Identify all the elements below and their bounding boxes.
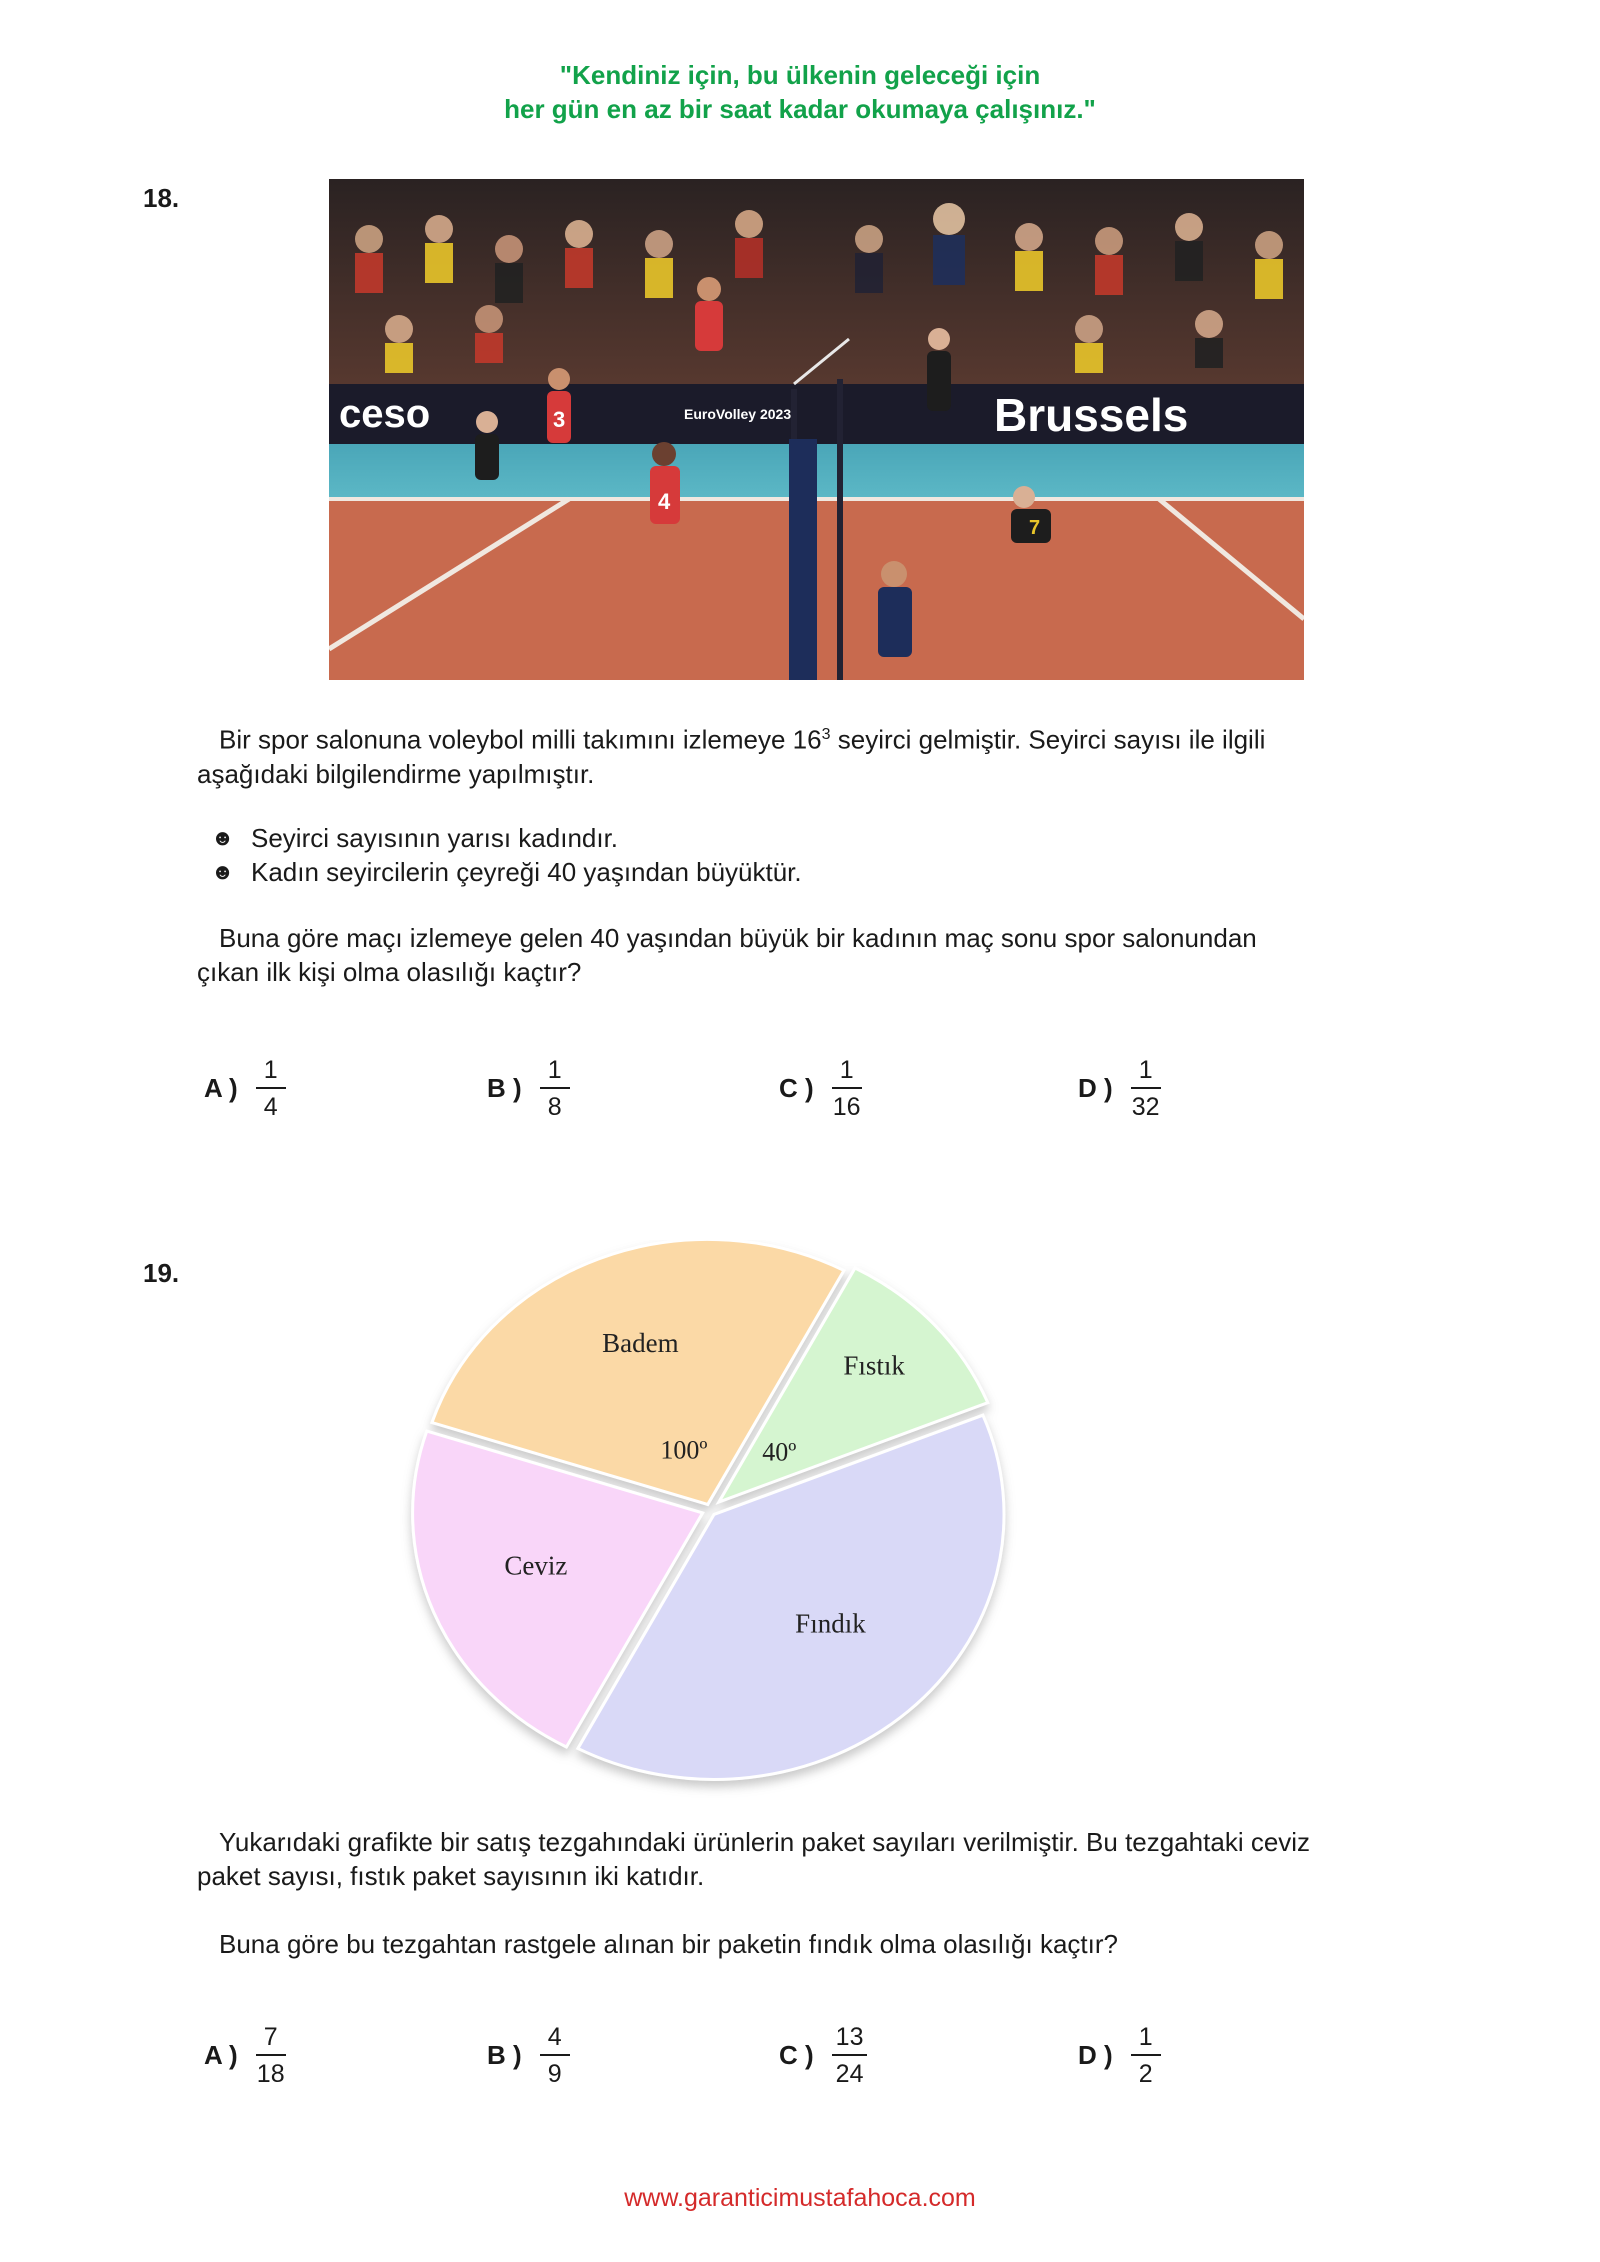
banner-brussels-text: Brussels	[994, 389, 1189, 441]
q19-question-text: Buna göre bu tezgahtan rastgele alınan bir paketin fındık olma olasılığı kaçtır?	[219, 1929, 1118, 1959]
q18-bullet-1	[211, 821, 618, 855]
banner-ceso-text: ceso	[339, 392, 431, 436]
q18-question-line-1	[197, 921, 1397, 955]
fraction-denominator: 2	[1138, 2060, 1153, 2088]
jersey-number-3: 3	[553, 407, 566, 432]
q18-question	[197, 921, 1397, 989]
q18-intro-text-a: Bir spor salonuna voleybol milli takımını izlemeye 16	[219, 724, 822, 755]
option-letter: B )	[487, 2040, 522, 2070]
fraction-numerator: 7	[256, 2022, 286, 2056]
q18-intro-line-2: aşağıdaki bilgilendirme yapılmıştır.	[197, 758, 595, 789]
question-18-number: 18.	[143, 183, 180, 213]
q18-option-b[interactable]	[487, 1055, 570, 1122]
option-letter: C )	[779, 2040, 814, 2070]
option-letter: A )	[204, 1073, 238, 1103]
option-letter: A )	[204, 2040, 238, 2070]
motto-line-1: "Kendiniz için, bu ülkenin geleceği için	[559, 60, 1041, 90]
q19-question	[197, 1927, 1397, 1961]
q19-question-line-1	[197, 1927, 1397, 1961]
fraction-numerator: 4	[540, 2022, 570, 2056]
pie-label-ceviz: Ceviz	[504, 1550, 568, 1581]
option-letter: D )	[1078, 2040, 1113, 2070]
jersey-number-4: 4	[658, 489, 671, 514]
pie-chart	[395, 1240, 1035, 1800]
q18-question-text-a: Buna göre maçı izlemeye gelen 40 yaşından büyük bir kadının maç sonu spor salonundan	[219, 923, 1257, 953]
q19-text-a: Yukarıdaki grafikte bir satış tezgahındaki ürünlerin paket sayıları verilmiştir. Bu tezgahtaki ceviz	[219, 1827, 1311, 1857]
q19-text-line-1	[197, 1825, 1397, 1859]
smiley-icon: ☻	[211, 859, 235, 884]
pie-label-badem: Badem	[602, 1328, 679, 1359]
q18-exponent: 3	[821, 726, 831, 743]
pie-angle-label: 40º	[762, 1437, 797, 1467]
option-fraction	[1131, 2022, 1161, 2089]
q19-option-c[interactable]	[779, 2022, 867, 2089]
q18-bullet-2	[211, 855, 802, 889]
footer-website-link[interactable]: www.garanticimustafahoca.com	[624, 2184, 976, 2212]
fraction-numerator: 1	[1131, 2022, 1161, 2056]
q18-intro	[197, 718, 1397, 791]
volleyball-photo	[329, 179, 1304, 680]
option-fraction	[832, 1055, 862, 1122]
q18-intro-text-b: seyirci gelmiştir. Seyirci sayısı ile ilgili	[830, 724, 1266, 755]
fraction-numerator: 1	[1131, 1055, 1161, 1089]
option-letter: D )	[1078, 1073, 1113, 1103]
fraction-denominator: 4	[263, 1093, 278, 1121]
fraction-denominator: 16	[832, 1093, 861, 1121]
option-fraction	[540, 1055, 570, 1122]
fraction-denominator: 32	[1131, 1093, 1160, 1121]
motto-header	[0, 58, 1600, 126]
q18-question-line-2: çıkan ilk kişi olma olasılığı kaçtır?	[197, 957, 582, 987]
fraction-numerator: 13	[832, 2022, 868, 2056]
fraction-numerator: 1	[540, 1055, 570, 1089]
fraction-denominator: 24	[835, 2060, 864, 2088]
fraction-numerator: 1	[832, 1055, 862, 1089]
q19-option-b[interactable]	[487, 2022, 570, 2089]
q18-bullet-1-text: Seyirci sayısının yarısı kadındır.	[251, 823, 619, 853]
option-fraction	[540, 2022, 570, 2089]
q18-bullet-2-text: Kadın seyircilerin çeyreği 40 yaşından büyüktür.	[251, 857, 802, 887]
option-letter: C )	[779, 1073, 814, 1103]
fraction-denominator: 8	[547, 1093, 562, 1121]
fraction-denominator: 9	[547, 2060, 562, 2088]
option-fraction	[832, 2022, 868, 2089]
pie-label-fındık: Fındık	[795, 1608, 866, 1639]
q19-option-a[interactable]	[204, 2022, 286, 2089]
option-fraction	[256, 1055, 286, 1122]
pie-angle-label: 100º	[660, 1435, 708, 1465]
banner-eurovolley-text: EuroVolley 2023	[684, 406, 792, 422]
q19-text	[197, 1825, 1397, 1893]
q19-option-d[interactable]	[1078, 2022, 1161, 2089]
jersey-number-7: 7	[1029, 517, 1041, 539]
fraction-denominator: 18	[256, 2060, 285, 2088]
option-fraction	[1131, 1055, 1161, 1122]
q18-intro-line-1	[197, 718, 1397, 757]
option-fraction	[256, 2022, 286, 2089]
q18-option-c[interactable]	[779, 1055, 862, 1122]
pie-label-fıstık: Fıstık	[843, 1350, 905, 1381]
smiley-icon: ☻	[211, 825, 235, 850]
q18-option-d[interactable]	[1078, 1055, 1161, 1122]
q18-option-a[interactable]	[204, 1055, 286, 1122]
motto-line-2: her gün en az bir saat kadar okumaya çalışınız."	[504, 94, 1096, 124]
q19-text-line-2: paket sayısı, fıstık paket sayısının iki katıdır.	[197, 1861, 705, 1891]
question-19-number: 19.	[143, 1258, 180, 1288]
option-letter: B )	[487, 1073, 522, 1103]
fraction-numerator: 1	[256, 1055, 286, 1089]
